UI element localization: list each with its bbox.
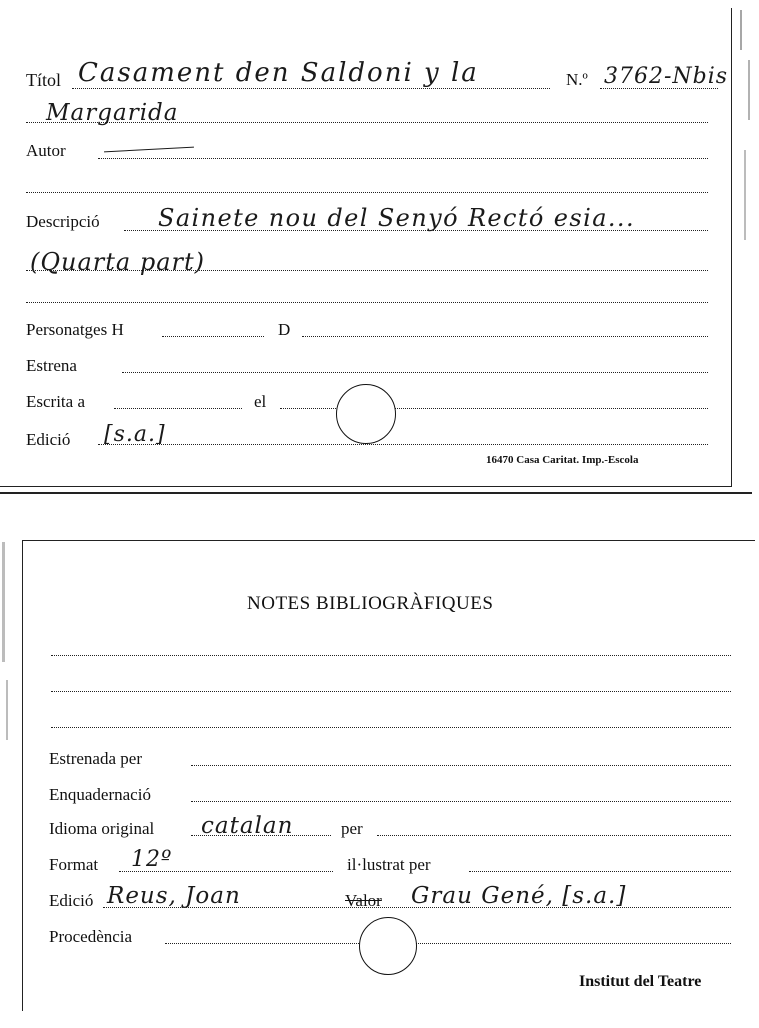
edicio-label: Edició xyxy=(26,430,71,449)
escrita-label: Escrita a xyxy=(26,392,85,411)
titol-line xyxy=(72,88,550,89)
edicio-value: [s.a.] xyxy=(104,422,166,447)
scan-noise xyxy=(2,542,5,662)
escrita-line xyxy=(114,408,242,409)
d-label: D xyxy=(278,320,291,339)
titol-value: Casament den Saldoni y la xyxy=(78,58,479,88)
estrenada-label: Estrenada per xyxy=(49,749,142,768)
idioma-label: Idioma original xyxy=(49,819,155,838)
el-label: el xyxy=(254,392,267,411)
format-label: Format xyxy=(49,855,99,874)
descripcio-value-line2: (Quarta part) xyxy=(30,248,206,276)
blank-line-2 xyxy=(26,302,708,303)
personatges-label: Personatges H xyxy=(26,320,124,339)
card-edge-line xyxy=(0,492,752,494)
punch-hole xyxy=(359,917,417,975)
punch-hole xyxy=(336,384,396,444)
printer-imprint: 16470 Casa Caritat. Imp.-Escola xyxy=(486,454,639,466)
catalog-card-back xyxy=(22,540,755,1011)
numero-value: 3762-Nbis xyxy=(604,64,729,89)
enquadernacio-line xyxy=(191,801,731,802)
edicio-line xyxy=(98,444,708,445)
institution-name: Institut del Teatre xyxy=(579,973,702,990)
edicio-value-rest: Grau Gené, [s.a.] xyxy=(411,883,627,909)
enquadernacio-label: Enquadernació xyxy=(49,785,151,804)
blank-line-1 xyxy=(26,192,708,193)
edicio-value-author: Reus, Joan xyxy=(107,883,241,909)
estrena-line xyxy=(122,372,708,373)
titol-value-line2: Margarida xyxy=(46,100,179,126)
notes-title: NOTES BIBLIOGRÀFIQUES xyxy=(247,593,494,614)
autor-dash xyxy=(104,147,194,153)
procedencia-line xyxy=(165,943,731,944)
scan-noise xyxy=(740,10,742,50)
titol-line-2 xyxy=(26,122,708,123)
numero-label: N.º xyxy=(566,70,588,89)
illustrat-line xyxy=(469,871,731,872)
estrena-label: Estrena xyxy=(26,356,77,375)
estrenada-line xyxy=(191,765,731,766)
personatges-h-line xyxy=(162,336,264,337)
format-line xyxy=(119,871,333,872)
descripcio-label: Descripció xyxy=(26,212,100,231)
autor-line xyxy=(98,158,708,159)
numero-line xyxy=(600,88,718,89)
idioma-value: catalan xyxy=(201,813,294,839)
scan-noise xyxy=(6,680,8,740)
titol-label: Títol xyxy=(26,70,61,90)
edicio-value-struck: Valor xyxy=(345,891,382,910)
notes-line-3 xyxy=(51,727,731,728)
notes-line-1 xyxy=(51,655,731,656)
format-value: 12º xyxy=(131,847,173,872)
illustrat-label: il·lustrat per xyxy=(347,855,431,874)
descripcio-value: Sainete nou del Senyó Rectó esia... xyxy=(158,204,635,232)
per-label: per xyxy=(341,819,363,838)
autor-label: Autor xyxy=(26,141,66,160)
idioma-line xyxy=(191,835,331,836)
edicio-label: Edició xyxy=(49,891,94,910)
descripcio-line-2 xyxy=(26,270,708,271)
scan-noise xyxy=(748,60,750,120)
catalog-card-front xyxy=(0,8,732,487)
scan-noise xyxy=(744,150,746,240)
notes-line-2 xyxy=(51,691,731,692)
procedencia-label: Procedència xyxy=(49,927,133,946)
descripcio-line xyxy=(124,230,708,231)
per-line xyxy=(377,835,731,836)
edicio-line xyxy=(103,907,731,908)
personatges-d-line xyxy=(302,336,708,337)
